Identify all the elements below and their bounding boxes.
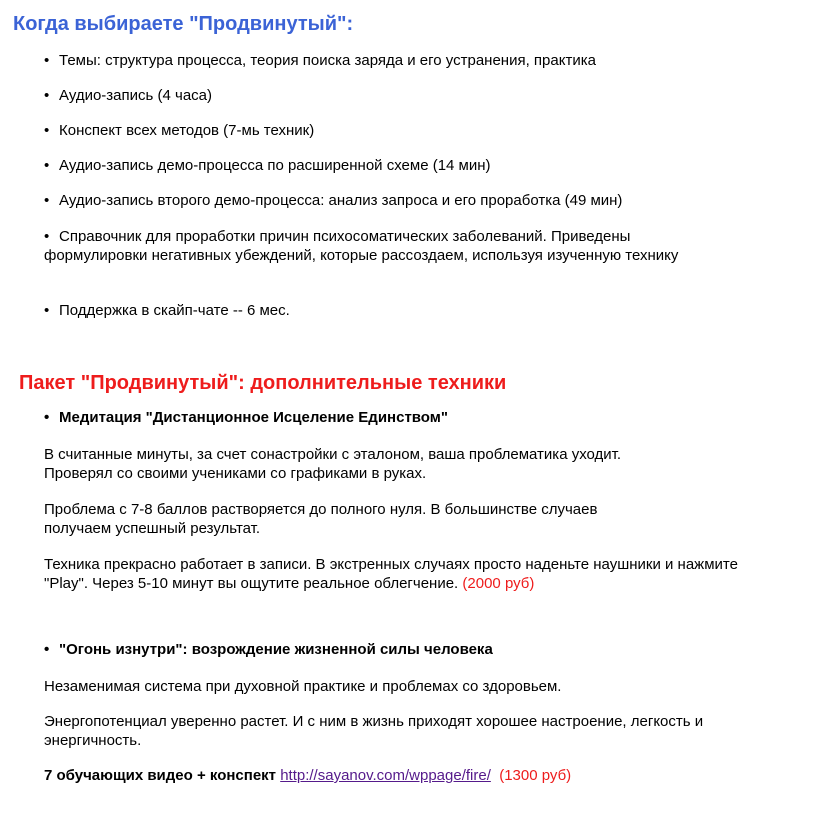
bullet-icon: • xyxy=(44,641,50,658)
technique-title-text: Медитация "Дистанционное Исцеление Единством" xyxy=(59,409,448,426)
list-item-text: Конспект всех методов (7-мь техник) xyxy=(59,122,315,139)
course-link[interactable]: http://sayanov.com/wppage/fire/ xyxy=(280,767,491,784)
technique-footer xyxy=(44,766,571,786)
technique-paragraph: В считанные минуты, за счет сонастройки с эталоном, ваша проблематика уходит. Проверял со своими учениками со графиками в руках. xyxy=(44,446,622,482)
list-item xyxy=(44,156,491,176)
technique-title xyxy=(44,640,493,660)
list-item-text: Поддержка в скайп-чате -- 6 мес. xyxy=(59,302,290,319)
technique-title-text: "Огонь изнутри": возрождение жизненной силы человека xyxy=(59,641,493,658)
list-item-text: Аудио-запись (4 часа) xyxy=(59,87,213,104)
list-item xyxy=(44,51,596,71)
bullet-icon: • xyxy=(44,122,50,139)
section2-heading: Пакет "Продвинутый": дополнительные техники xyxy=(19,372,507,394)
bullet-icon: • xyxy=(44,302,50,319)
bullet-icon: • xyxy=(44,52,50,69)
bullet-icon: • xyxy=(44,228,50,245)
list-item xyxy=(44,191,622,211)
technique-paragraph: Проблема с 7-8 баллов растворяется до полного нуля. В большинстве случаев получаем успешный результат. xyxy=(44,501,598,537)
technique-title xyxy=(44,408,448,428)
list-item-text: Аудио-запись второго демо-процесса: анализ запроса и его проработка (49 мин) xyxy=(59,192,623,209)
technique-paragraph: Незаменимая система при духовной практике и проблемах со здоровьем. xyxy=(44,678,562,695)
technique-paragraph xyxy=(44,555,744,593)
list-item-text: Справочник для проработки причин психосоматических заболеваний. Приведены формулировки негативных убеждений, которые рассоздаем, используя изученную технику xyxy=(44,228,679,264)
technique-paragraph: Энергопотенциал уверенно растет. И с ним в жизнь приходят хорошее настроение, легкость и энергичность. xyxy=(44,713,704,749)
list-item xyxy=(44,227,704,265)
bullet-icon: • xyxy=(44,192,50,209)
technique-paragraph-text: Техника прекрасно работает в записи. В экстренных случаях просто наденьте наушники и нажмите "Play". Через 5-10 минут вы ощутите реальное облегчение. xyxy=(44,556,738,592)
bullet-icon: • xyxy=(44,87,50,104)
section1-heading: Когда выбираете "Продвинутый": xyxy=(13,13,354,35)
course-contents-label: 7 обучающих видео + конспект xyxy=(44,767,277,784)
bullet-icon: • xyxy=(44,157,50,174)
list-item-text: Аудио-запись демо-процесса по расширенной схеме (14 мин) xyxy=(59,157,491,174)
list-item xyxy=(44,301,290,321)
price-label: (2000 руб) xyxy=(462,575,535,592)
list-item xyxy=(44,121,314,141)
list-item xyxy=(44,86,212,106)
bullet-icon: • xyxy=(44,409,50,426)
list-item-text: Темы: структура процесса, теория поиска заряда и его устранения, практика xyxy=(59,52,596,69)
price-label: (1300 руб) xyxy=(499,767,572,784)
